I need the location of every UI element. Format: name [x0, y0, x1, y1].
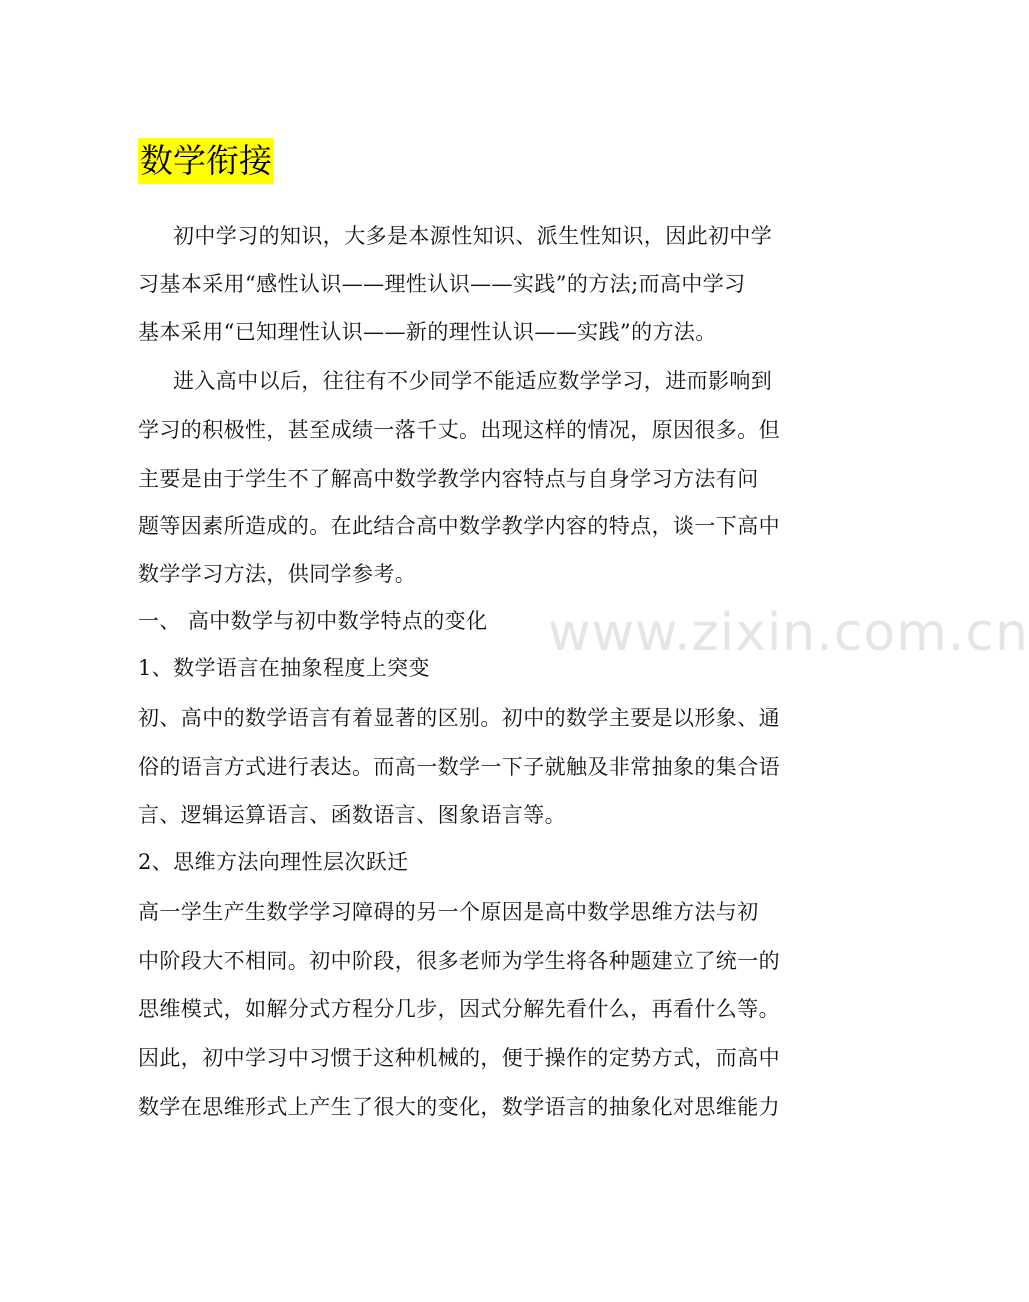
paragraph-line: 进入高中以后，往往有不少同学不能适应数学学习，进而影响到: [173, 369, 773, 393]
paragraph-line: 主要是由于学生不了解高中数学教学内容特点与自身学习方法有问: [138, 467, 759, 491]
watermark-text: www.zixin.com.cn: [548, 603, 1029, 663]
paragraph-line: 基本采用“已知理性认识——新的理性认识——实践”的方法。: [138, 320, 717, 344]
subsection-heading: 1、数学语言在抽象程度上突变: [138, 656, 430, 680]
section-heading: 一、 高中数学与初中数学特点的变化: [138, 609, 488, 633]
paragraph-line: 思维模式，如解分式方程分几步，因式分解先看什么，再看什么等。: [138, 997, 780, 1021]
subsection-heading: 2、思维方法向理性层次跃迁: [138, 850, 409, 874]
document-title: 数学衔接: [138, 138, 274, 184]
paragraph-line: 题等因素所造成的。在此结合高中数学教学内容的特点，谈一下高中: [138, 514, 780, 538]
paragraph-line: 初中学习的知识，大多是本源性知识、派生性知识，因此初中学: [173, 224, 773, 248]
paragraph-line: 言、逻辑运算语言、函数语言、图象语言等。: [138, 803, 566, 827]
paragraph-line: 因此，初中学习中习惯于这种机械的，便于操作的定势方式，而高中: [138, 1046, 780, 1070]
paragraph-line: 高一学生产生数学学习障碍的另一个原因是高中数学思维方法与初: [138, 900, 759, 924]
paragraph-line: 初、高中的数学语言有着显著的区别。初中的数学主要是以形象、通: [138, 706, 780, 730]
paragraph-line: 俗的语言方式进行表达。而高一数学一下子就触及非常抽象的集合语: [138, 755, 780, 779]
paragraph-line: 学习的积极性，甚至成绩一落千丈。出现这样的情况，原因很多。但: [138, 418, 780, 442]
paragraph-line: 习基本采用“感性认识——理性认识——实践”的方法;而高中学习: [138, 272, 746, 296]
paragraph-line: 中阶段大不相同。初中阶段，很多老师为学生将各种题建立了统一的: [138, 949, 780, 973]
paragraph-line: 数学在思维形式上产生了很大的变化，数学语言的抽象化对思维能力: [138, 1095, 780, 1119]
paragraph-line: 数学学习方法，供同学参考。: [138, 562, 417, 586]
